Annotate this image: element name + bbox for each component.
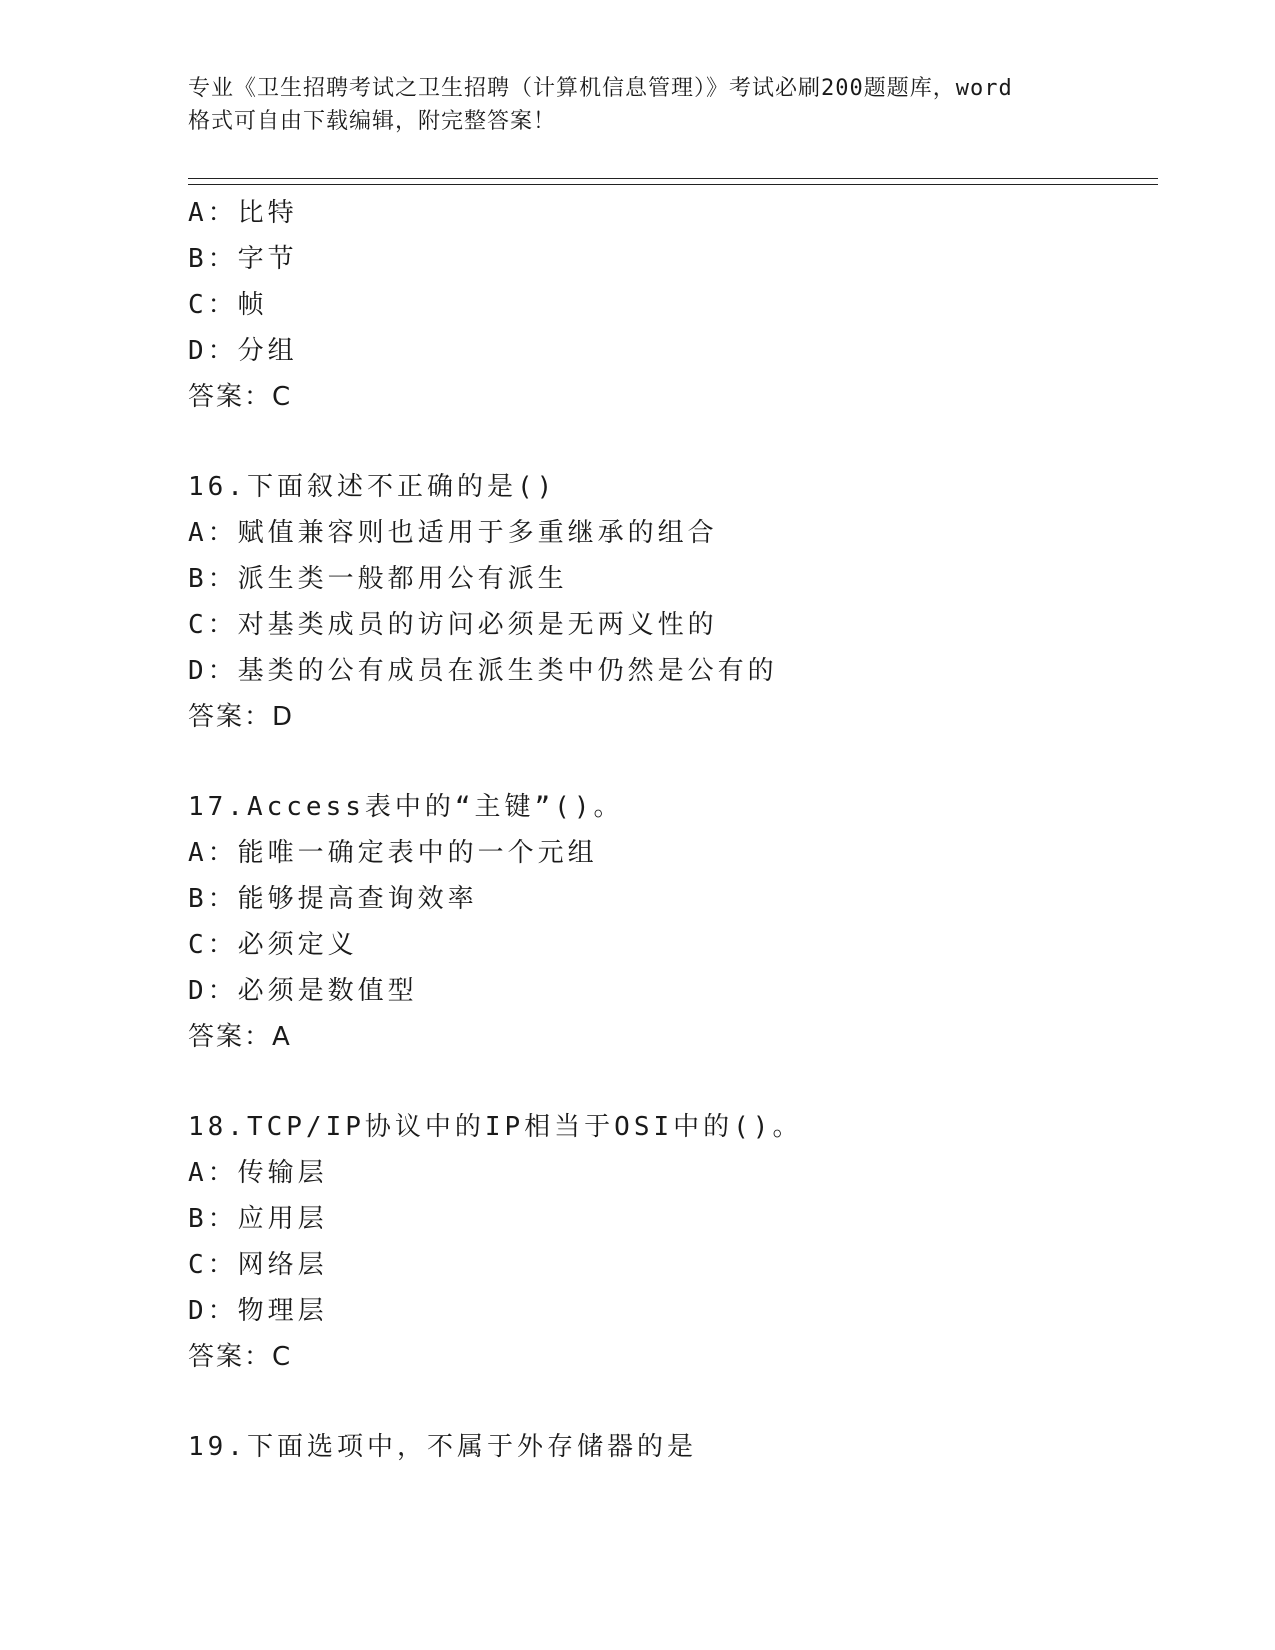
- option-b: B：应用层: [188, 1204, 328, 1234]
- question-stem: 19.下面选项中，不属于外存储器的是: [188, 1432, 697, 1462]
- answer-line: 答案：C: [188, 1342, 293, 1372]
- question-stem: 18.TCP/IP协议中的IP相当于OSI中的()。: [188, 1112, 803, 1142]
- option-b: B：字节: [188, 244, 298, 274]
- option-d: D：基类的公有成员在派生类中仍然是公有的: [188, 656, 778, 686]
- header-line-1: 专业《卫生招聘考试之卫生招聘（计算机信息管理）》考试必刷200题题库，word: [188, 76, 1013, 101]
- option-a: A：比特: [188, 198, 298, 228]
- header-divider-top: [188, 178, 1158, 179]
- question-list: [188, 190, 1148, 1470]
- option-a: A：赋值兼容则也适用于多重继承的组合: [188, 518, 718, 548]
- option-c: C：帧: [188, 290, 268, 320]
- option-d: D：必须是数值型: [188, 976, 418, 1006]
- option-c: C：网络层: [188, 1250, 328, 1280]
- option-d: D：分组: [188, 336, 298, 366]
- question-19: [188, 1424, 1148, 1470]
- header-divider-bottom: [188, 184, 1158, 185]
- answer-line: 答案：A: [188, 1022, 292, 1052]
- option-c: C：对基类成员的访问必须是无两义性的: [188, 610, 718, 640]
- question-stem: 17.Access表中的“主键”()。: [188, 792, 624, 822]
- option-c: C：必须定义: [188, 930, 358, 960]
- option-a: A：传输层: [188, 1158, 328, 1188]
- answer-line: 答案：D: [188, 702, 295, 732]
- question-15-partial: [188, 190, 1148, 420]
- option-b: B：派生类一般都用公有派生: [188, 564, 568, 594]
- option-b: B：能够提高查询效率: [188, 884, 478, 914]
- question-18: [188, 1104, 1148, 1380]
- question-16: [188, 464, 1148, 740]
- header-line-2: 格式可自由下载编辑，附完整答案！: [188, 109, 557, 134]
- document-header: [188, 72, 1088, 138]
- option-d: D：物理层: [188, 1296, 328, 1326]
- option-a: A：能唯一确定表中的一个元组: [188, 838, 598, 868]
- question-17: [188, 784, 1148, 1060]
- answer-line: 答案：C: [188, 382, 293, 412]
- question-stem: 16.下面叙述不正确的是(): [188, 472, 557, 502]
